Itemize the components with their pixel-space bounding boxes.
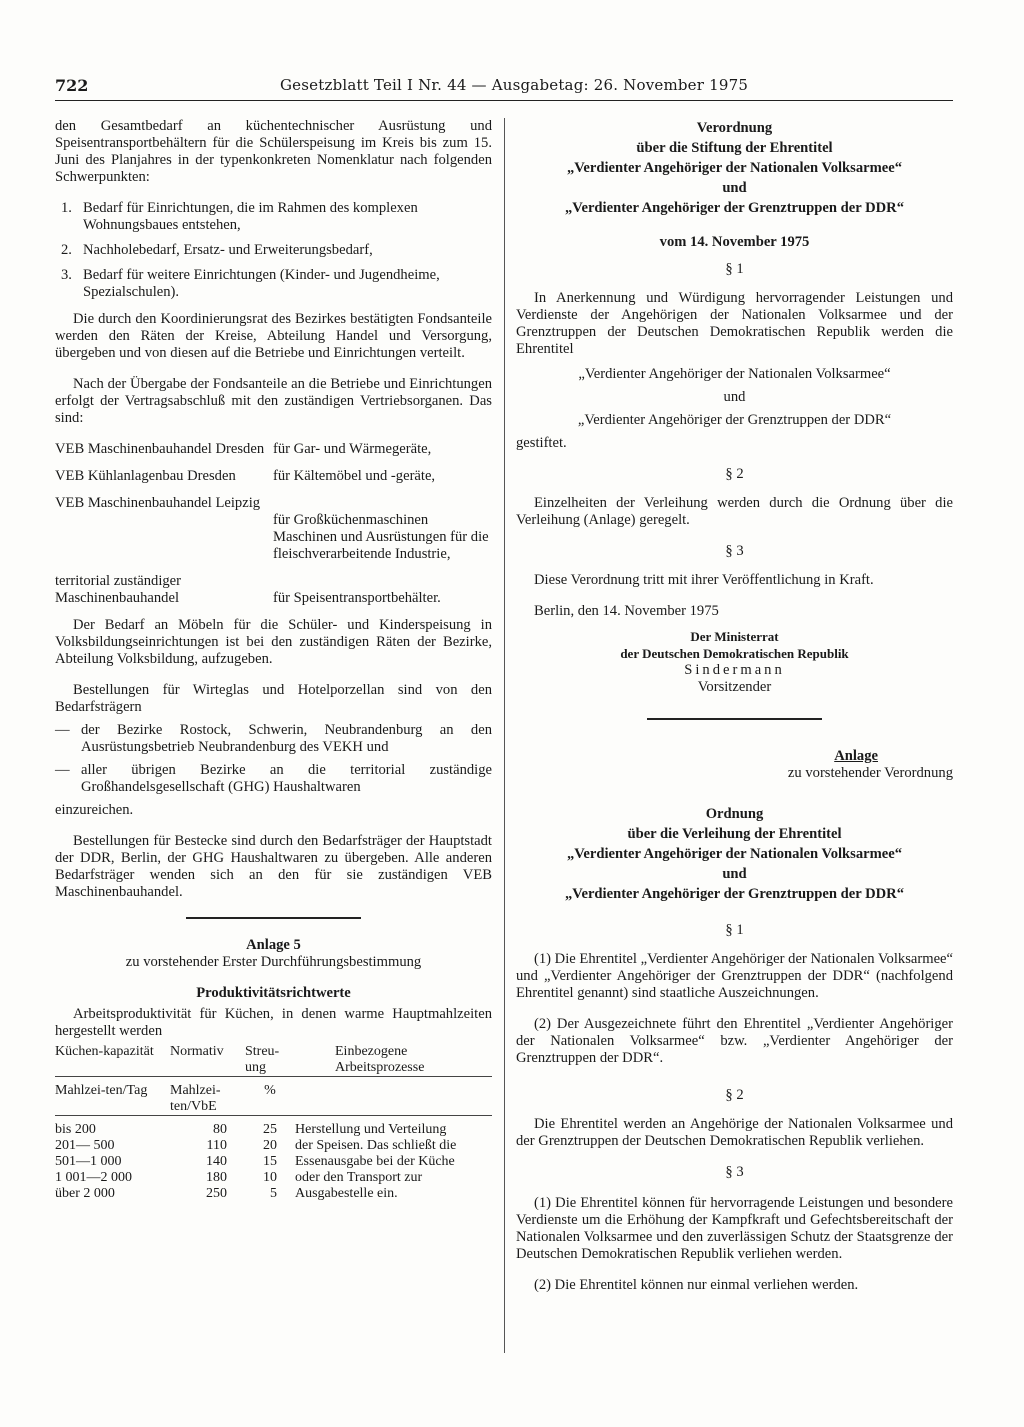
intro-paragraph: den Gesamtbedarf an küchentechnischer Ausrüstung und Speisentransportbehältern für die Schülerspeisung im Kreis bis zum 15. Juni des Planjahres in der typenkonkreten Nomenklatur nach folgenden Schwerpunkten: <box>55 118 492 185</box>
section-heading: § 3 <box>725 543 744 559</box>
decree-title-line: Verordnung <box>696 120 773 136</box>
order-title-line: Ordnung <box>705 806 764 822</box>
signatory-role: Vorsitzender <box>697 679 772 695</box>
furniture-paragraph: Der Bedarf an Möbeln für die Schüler- und Kinderspeisung in Volksbildungseinrichtungen ist bei den zuständigen Räten der Bezirke, Abteilung Volksbildung, aufzugeben. <box>55 617 492 667</box>
place-date: Berlin, den 14. November 1975 <box>534 603 719 619</box>
honor-title-2: „Verdienter Angehöriger der Grenztruppen der DDR“ <box>577 412 892 428</box>
glassware-paragraph: Bestellungen für Wirteglas und Hotelporzellan sind von den Bedarfsträgern <box>55 682 492 715</box>
vendor-row <box>55 495 492 563</box>
table-cell: Ausgabestelle ein. <box>295 1186 398 1201</box>
vendor-name: VEB Maschinenbauhandel Dresden <box>55 441 265 457</box>
submit-line: einzureichen. <box>55 802 134 818</box>
signatory-org: Der Ministerrat <box>690 629 779 644</box>
founded-line: gestiftet. <box>516 435 567 451</box>
table-cell: bis 200 <box>55 1122 96 1137</box>
table-cell: 1 001—2 000 <box>55 1170 132 1185</box>
vendor-scope: für Speisentransportbehälter. <box>273 590 441 606</box>
separator-rule <box>647 718 822 720</box>
table-unit: % <box>264 1083 276 1098</box>
table-unit-row <box>55 1083 492 1116</box>
table-header: Einbezogene Arbeitsprozesse <box>335 1044 425 1075</box>
table-cell: über 2 000 <box>55 1186 115 1201</box>
table-cell: 15 <box>263 1154 277 1169</box>
list-item <box>55 267 492 301</box>
order-s2-text: Die Ehrentitel werden an Angehörige der Nationalen Volksarmee und der Grenztruppen der Deutschen Demokratischen Republik verliehen. <box>516 1116 953 1149</box>
contract-paragraph: Nach der Übergabe der Fondsanteile an die Betriebe und Einrichtungen erfolgt der Vertragsabschluß mit den zuständigen Vertriebsorganen. Das sind: <box>55 376 492 426</box>
table-header-row <box>55 1044 492 1077</box>
left-column <box>55 118 492 1202</box>
order-s1-p1: (1) Die Ehrentitel „Verdienter Angehöriger der Nationalen Volksarmee“ und „Verdienter Angehöriger der Grenztruppen der DDR“ (nachfolgend Ehrentitel genannt) sind staatliche Auszeichnungen. <box>516 951 953 1001</box>
vendor-row <box>55 573 492 607</box>
dash-mark: — <box>55 722 70 738</box>
table-cell: 25 <box>263 1122 277 1137</box>
vendor-scope: für Kältemöbel und -geräte, <box>273 468 436 484</box>
list-text: Bedarf für Einrichtungen, die im Rahmen des komplexen Wohnungsbaues entstehen, <box>83 200 418 233</box>
right-column <box>516 118 953 1308</box>
table-row <box>55 1122 492 1138</box>
anlage-subtitle: zu vorstehender Verordnung <box>787 765 953 781</box>
order-s1-p2: (2) Der Ausgezeichnete führt den Ehrentitel „Verdienter Angehöriger der Nationalen Volksarmee“ bzw. „Verdienter Angehöriger der Grenztruppen der DDR“. <box>516 1016 953 1066</box>
vendor-list <box>55 441 492 607</box>
table-cell: 5 <box>270 1186 277 1201</box>
dash-item <box>55 722 492 756</box>
priority-list <box>55 200 492 301</box>
table-cell: Herstellung und Verteilung <box>295 1122 447 1137</box>
signatory-org: der Deutschen Demokratischen Republik <box>620 646 849 661</box>
table-row <box>55 1138 492 1154</box>
table-cell: 140 <box>206 1154 227 1169</box>
section-heading: § 2 <box>725 466 744 482</box>
dash-item <box>55 762 492 796</box>
dash-mark: — <box>55 762 70 778</box>
table-header: Küchen-kapazität <box>55 1044 154 1059</box>
order-s3-p1: (1) Die Ehrentitel können für hervorragende Leistungen und besondere Verdienste um die Erhöhung der Kampfkraft und Gefechtsbereitschaft der Nationalen Volksarmee und den zuverlässigen Schutz der Staatsgrenze der Deutschen Demokratischen Republik verliehen werden. <box>516 1195 953 1262</box>
table-cell: 110 <box>206 1138 227 1153</box>
table-cell: oder den Transport zur <box>295 1170 423 1185</box>
section-heading: § 1 <box>725 922 744 938</box>
table-row <box>55 1186 492 1202</box>
decree-title-line: über die Stiftung der Ehrentitel <box>636 140 833 156</box>
table-cell: 80 <box>213 1122 227 1137</box>
decree-title <box>516 118 953 218</box>
vendor-row <box>55 441 492 458</box>
list-number: 3. <box>61 267 72 283</box>
section1-text: In Anerkennung und Würdigung hervorragender Leistungen und Verdienste der Angehörigen der Nationalen Volksarmee und der Grenztruppen der Deutschen Demokratischen Republik werden die Ehrentitel <box>516 290 953 357</box>
cutlery-paragraph: Bestellungen für Bestecke sind durch den Bedarfsträger der Hauptstadt der DDR, Berlin, der GHG Haushaltwaren zu übergeben. Alle anderen Bedarfsträger wenden sich an den für sie zuständigen VEB Maschinenbauhandel. <box>55 833 492 900</box>
order-title <box>516 804 953 904</box>
table-row <box>55 1154 492 1170</box>
gazette-title: Gesetzblatt Teil I Nr. 44 — Ausgabetag: 26. November 1975 <box>280 76 749 94</box>
signatory-name: Sindermann <box>684 662 785 678</box>
page-number: 722 <box>55 76 89 95</box>
vendor-row <box>55 468 492 485</box>
order-title-line: „Verdienter Angehöriger der Nationalen Volksarmee“ <box>566 846 903 862</box>
separator-rule <box>186 917 361 919</box>
dash-text: der Bezirke Rostock, Schwerin, Neubrandenburg an den Ausrüstungsbetrieb Neubrandenburg des VEKH und <box>81 722 492 755</box>
table-cell: 20 <box>263 1138 277 1153</box>
table-cell: der Speisen. Das schließt die <box>295 1138 457 1153</box>
section-heading: § 1 <box>725 261 744 277</box>
vendor-scope: für Gar- und Wärmegeräte, <box>273 441 432 457</box>
section3-text: Diese Verordnung tritt mit ihrer Veröffentlichung in Kraft. <box>534 572 874 588</box>
decree-title-line: und <box>722 180 747 196</box>
decree-date: vom 14. November 1975 <box>659 234 810 250</box>
section2-text: Einzelheiten der Verleihung werden durch die Ordnung über die Verleihung (Anlage) geregelt. <box>516 495 953 528</box>
table-row <box>55 1170 492 1186</box>
table-intro: Arbeitsproduktivität für Küchen, in denen warme Hauptmahlzeiten hergestellt werden <box>55 1006 492 1039</box>
honor-title-1: „Verdienter Angehöriger der Nationalen Volksarmee“ <box>578 366 891 382</box>
dash-text: aller übrigen Bezirke an die territorial zuständige Großhandelsgesellschaft (GHG) Haushaltwaren <box>81 762 492 795</box>
anlage-title: Anlage <box>834 748 878 764</box>
section-heading: § 3 <box>725 1164 744 1180</box>
list-item <box>55 242 492 259</box>
section-heading: § 2 <box>725 1087 744 1103</box>
fonds-paragraph: Die durch den Koordinierungsrat des Bezirkes bestätigten Fondsanteile werden den Räten der Kreise, Abteilung Handel und Versorgung, übergeben und von diesen auf die Betriebe und Einrichtungen verteilt. <box>55 311 492 361</box>
order-s3-p2: (2) Die Ehrentitel können nur einmal verliehen werden. <box>534 1277 859 1293</box>
table-cell: 10 <box>263 1170 277 1185</box>
order-title-line: „Verdienter Angehöriger der Grenztruppen der DDR“ <box>564 886 904 902</box>
table-header: Normativ <box>170 1044 224 1059</box>
list-text: Nachholebedarf, Ersatz- und Erweiterungsbedarf, <box>83 242 373 258</box>
vendor-name: VEB Kühlanlagenbau Dresden <box>55 468 236 484</box>
table-cell: 180 <box>206 1170 227 1185</box>
decree-title-line: „Verdienter Angehöriger der Grenztruppen der DDR“ <box>564 200 904 216</box>
list-number: 2. <box>61 242 72 258</box>
table-cell: 501—1 000 <box>55 1154 122 1169</box>
table-header: Streu-ung <box>245 1044 280 1075</box>
list-item <box>55 200 492 234</box>
table-unit: Mahlzei-ten/VbE <box>170 1083 221 1114</box>
column-divider <box>504 118 505 1353</box>
anlage5-title: Anlage 5 <box>246 937 301 953</box>
honor-and: und <box>723 389 746 405</box>
dash-list <box>55 722 492 796</box>
anlage5-subtitle: zu vorstehender Erster Durchführungsbestimmung <box>125 954 422 970</box>
order-title-line: und <box>722 866 747 882</box>
table-cell: 250 <box>206 1186 227 1201</box>
table-unit: Mahlzei-ten/Tag <box>55 1083 148 1098</box>
productivity-table <box>55 1044 492 1202</box>
table-title: Produktivitätsrichtwerte <box>196 985 351 1001</box>
table-cell: 201— 500 <box>55 1138 115 1153</box>
order-title-line: über die Verleihung der Ehrentitel <box>627 826 842 842</box>
vendor-scope: für Großküchenmaschinen Maschinen und Ausrüstungen für die fleischverarbeitende Industrie, <box>273 512 489 562</box>
list-number: 1. <box>61 200 72 216</box>
table-unit <box>295 1083 492 1116</box>
list-text: Bedarf für weitere Einrichtungen (Kinder- und Jugendheime, Spezialschulen). <box>83 267 440 300</box>
vendor-name: VEB Maschinenbauhandel Leipzig <box>55 495 261 511</box>
table-cell: Essenausgabe bei der Küche <box>295 1154 455 1169</box>
page-header <box>55 76 953 101</box>
vendor-name: territorial zuständiger Maschinenbauhandel <box>55 573 182 606</box>
decree-title-line: „Verdienter Angehöriger der Nationalen Volksarmee“ <box>566 160 903 176</box>
